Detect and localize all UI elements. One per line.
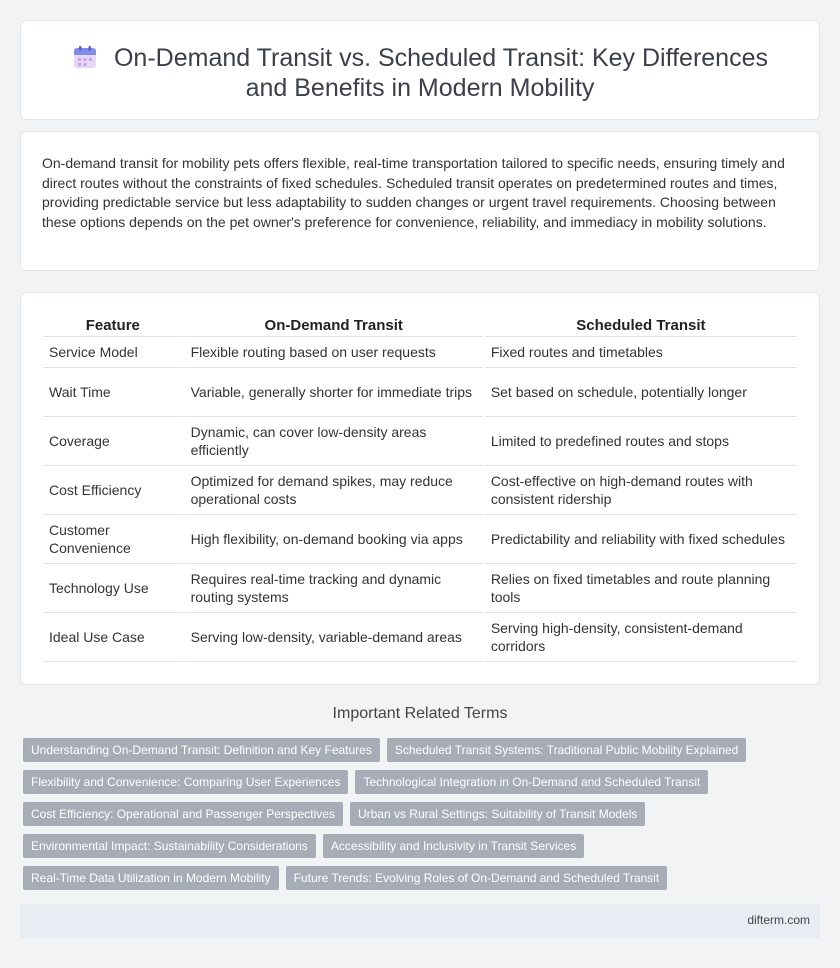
related-term-link[interactable]: Real-Time Data Utilization in Modern Mobility xyxy=(23,866,279,890)
on-demand-cell: Variable, generally shorter for immediate trips xyxy=(185,368,483,417)
header-scheduled: Scheduled Transit xyxy=(485,315,797,337)
page-title xyxy=(61,43,779,103)
related-term-link[interactable]: Cost Efficiency: Operational and Passenger Perspectives xyxy=(23,802,343,826)
on-demand-cell: Optimized for demand spikes, may reduce operational costs xyxy=(185,466,483,515)
feature-cell: Customer Convenience xyxy=(43,515,183,564)
scheduled-cell: Set based on schedule, potentially longer xyxy=(485,368,797,417)
related-term-link[interactable]: Scheduled Transit Systems: Traditional Public Mobility Explained xyxy=(387,738,747,762)
scheduled-cell: Predictability and reliability with fixed schedules xyxy=(485,515,797,564)
scheduled-cell: Limited to predefined routes and stops xyxy=(485,417,797,466)
page-title-text: On-Demand Transit vs. Scheduled Transit: Key Differences and Benefits in Modern Mobility xyxy=(113,44,768,102)
footer-site-name: difterm.com xyxy=(747,913,810,927)
table-row xyxy=(43,515,797,564)
intro-paragraph: On-demand transit for mobility pets offers flexible, real-time transportation tailored to specific needs, ensuring timely and direct routes without the constraints of fixed schedules. Scheduled transit operates on predetermined routes and times, providing predictable service but less adaptability to sudden changes or urgent travel requirements. Choosing between these options depends on the pet owner's preference for convenience, reliability, and immediacy in mobility solutions. xyxy=(42,155,785,230)
table-header-row xyxy=(43,315,797,337)
related-term-link[interactable]: Urban vs Rural Settings: Suitability of Transit Models xyxy=(350,802,645,826)
feature-cell: Ideal Use Case xyxy=(43,613,183,662)
on-demand-cell: Serving low-density, variable-demand areas xyxy=(185,613,483,662)
on-demand-cell: Dynamic, can cover low-density areas efficiently xyxy=(185,417,483,466)
footer-bar xyxy=(20,904,820,938)
calendar-icon xyxy=(72,44,98,70)
related-term-link[interactable]: Future Trends: Evolving Roles of On-Demand and Scheduled Transit xyxy=(286,866,668,890)
on-demand-cell: High flexibility, on-demand booking via apps xyxy=(185,515,483,564)
title-card xyxy=(20,20,820,120)
tag-row xyxy=(23,802,823,826)
comparison-card xyxy=(20,292,820,685)
intro-card xyxy=(20,131,820,271)
tag-row xyxy=(23,834,823,858)
tag-row xyxy=(23,866,823,890)
related-terms-list xyxy=(23,738,823,898)
tag-row xyxy=(23,770,823,794)
related-term-link[interactable]: Technological Integration in On-Demand and Scheduled Transit xyxy=(355,770,708,794)
header-feature: Feature xyxy=(43,315,183,337)
header-on-demand: On-Demand Transit xyxy=(185,315,483,337)
feature-cell: Cost Efficiency xyxy=(43,466,183,515)
related-terms-heading: Important Related Terms xyxy=(332,705,508,722)
table-row xyxy=(43,564,797,613)
scheduled-cell: Relies on fixed timetables and route planning tools xyxy=(485,564,797,613)
comparison-table xyxy=(41,315,799,662)
scheduled-cell: Cost-effective on high-demand routes with consistent ridership xyxy=(485,466,797,515)
feature-cell: Wait Time xyxy=(43,368,183,417)
table-row xyxy=(43,417,797,466)
table-row xyxy=(43,466,797,515)
title-wrap xyxy=(61,43,779,103)
table-row xyxy=(43,368,797,417)
related-term-link[interactable]: Flexibility and Convenience: Comparing User Experiences xyxy=(23,770,348,794)
related-term-link[interactable]: Environmental Impact: Sustainability Considerations xyxy=(23,834,316,858)
on-demand-cell: Requires real-time tracking and dynamic routing systems xyxy=(185,564,483,613)
related-term-link[interactable]: Accessibility and Inclusivity in Transit Services xyxy=(323,834,584,858)
scheduled-cell: Serving high-density, consistent-demand corridors xyxy=(485,613,797,662)
feature-cell: Service Model xyxy=(43,337,183,368)
on-demand-cell: Flexible routing based on user requests xyxy=(185,337,483,368)
table-row xyxy=(43,337,797,368)
scheduled-cell: Fixed routes and timetables xyxy=(485,337,797,368)
feature-cell: Coverage xyxy=(43,417,183,466)
related-term-link[interactable]: Understanding On-Demand Transit: Definition and Key Features xyxy=(23,738,380,762)
tag-row xyxy=(23,738,823,762)
table-row xyxy=(43,613,797,662)
feature-cell: Technology Use xyxy=(43,564,183,613)
